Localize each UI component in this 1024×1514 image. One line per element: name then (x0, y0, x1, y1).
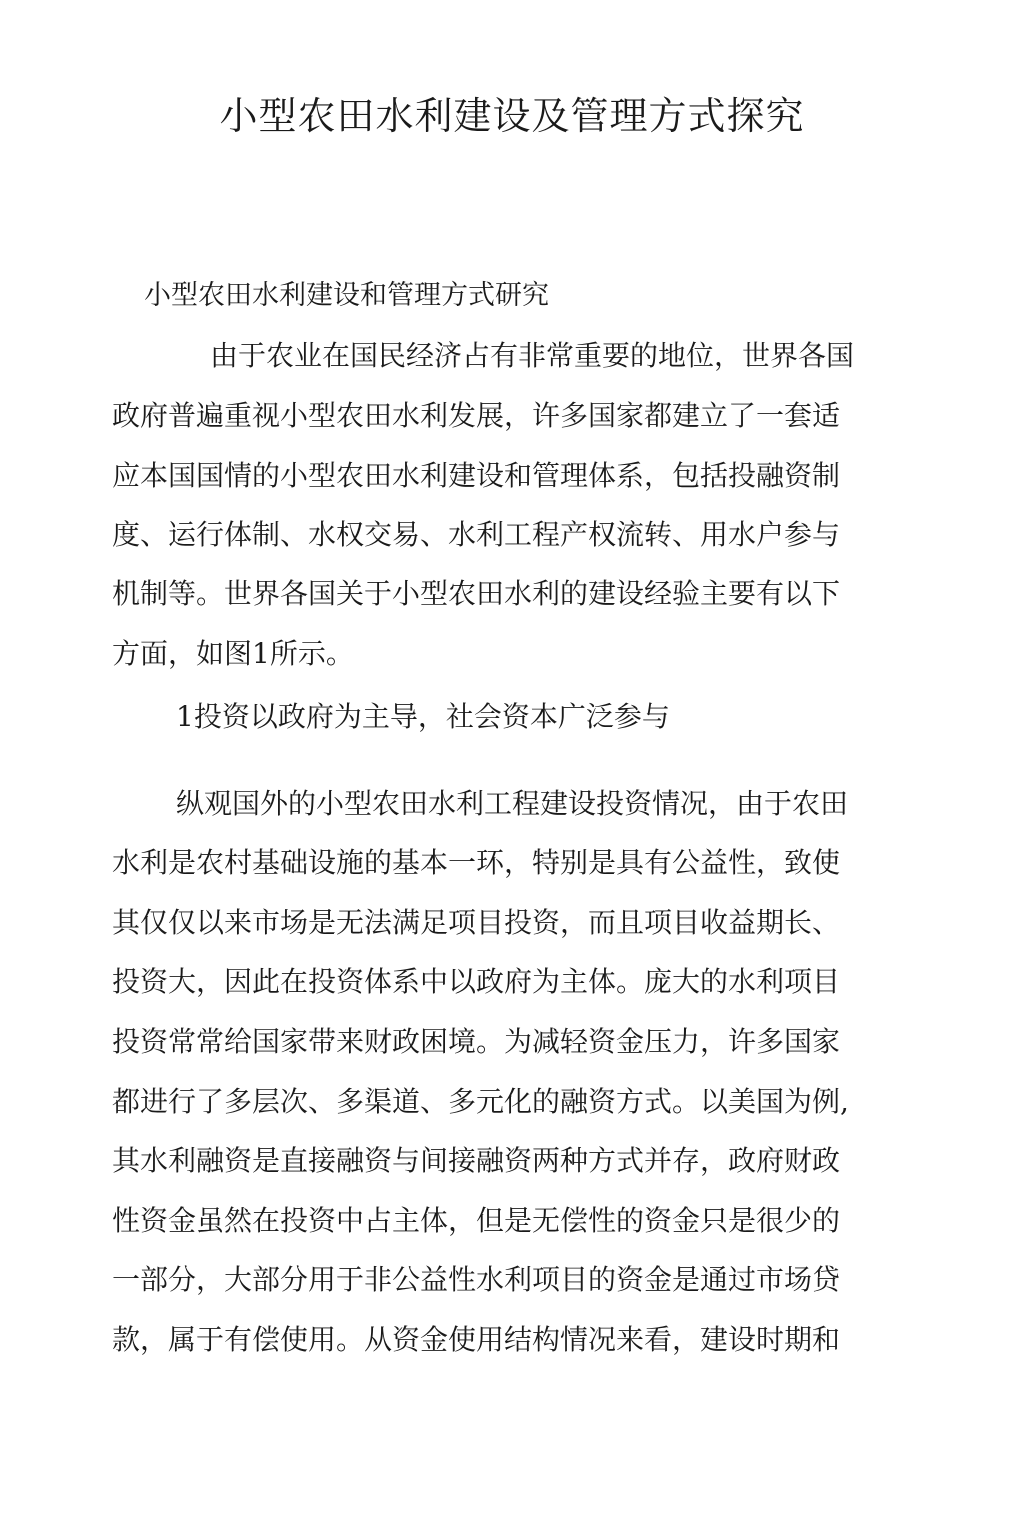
paragraph-line: 款，属于有偿使用。从资金使用结构情况来看，建设时期和 (112, 1323, 841, 1356)
paragraph-line: 应本国国情的小型农田水利建设和管理体系，包括投融资制 (112, 459, 841, 492)
document-subtitle: 小型农田水利建设和管理方式研究 (144, 280, 549, 311)
paragraph-line: 由于农业在国民经济占有非常重要的地位，世界各国 (210, 339, 855, 372)
section-heading: 1投资以政府为主导，社会资本广泛参与 (176, 700, 670, 733)
paragraph-line: 方面，如图1所示。 (112, 637, 354, 670)
paragraph-line: 其水利融资是直接融资与间接融资两种方式并存，政府财政 (112, 1144, 841, 1177)
paragraph-line: 性资金虽然在投资中占主体，但是无偿性的资金只是很少的 (112, 1204, 841, 1237)
paragraph-line: 投资大，因此在投资体系中以政府为主体。庞大的水利项目 (112, 965, 841, 998)
paragraph-line: 政府普遍重视小型农田水利发展，许多国家都建立了一套适 (112, 399, 841, 432)
paragraph-line: 纵观国外的小型农田水利工程建设投资情况，由于农田 (176, 787, 849, 820)
paragraph-line: 机制等。世界各国关于小型农田水利的建设经验主要有以下 (112, 577, 841, 610)
paragraph-line: 都进行了多层次、多渠道、多元化的融资方式。以美国为例, (112, 1085, 849, 1118)
paragraph-line: 投资常常给国家带来财政困境。为减轻资金压力，许多国家 (112, 1025, 841, 1058)
paragraph-line: 度、运行体制、水权交易、水利工程产权流转、用水户参与 (112, 518, 841, 551)
document-title: 小型农田水利建设及管理方式探究 (219, 94, 805, 138)
paragraph-line: 其仅仅以来市场是无法满足项目投资，而且项目收益期长、 (112, 906, 841, 939)
paragraph-line: 水利是农村基础设施的基本一环，特别是具有公益性，致使 (112, 846, 841, 879)
paragraph-line: 一部分，大部分用于非公益性水利项目的资金是通过市场贷 (112, 1263, 841, 1296)
